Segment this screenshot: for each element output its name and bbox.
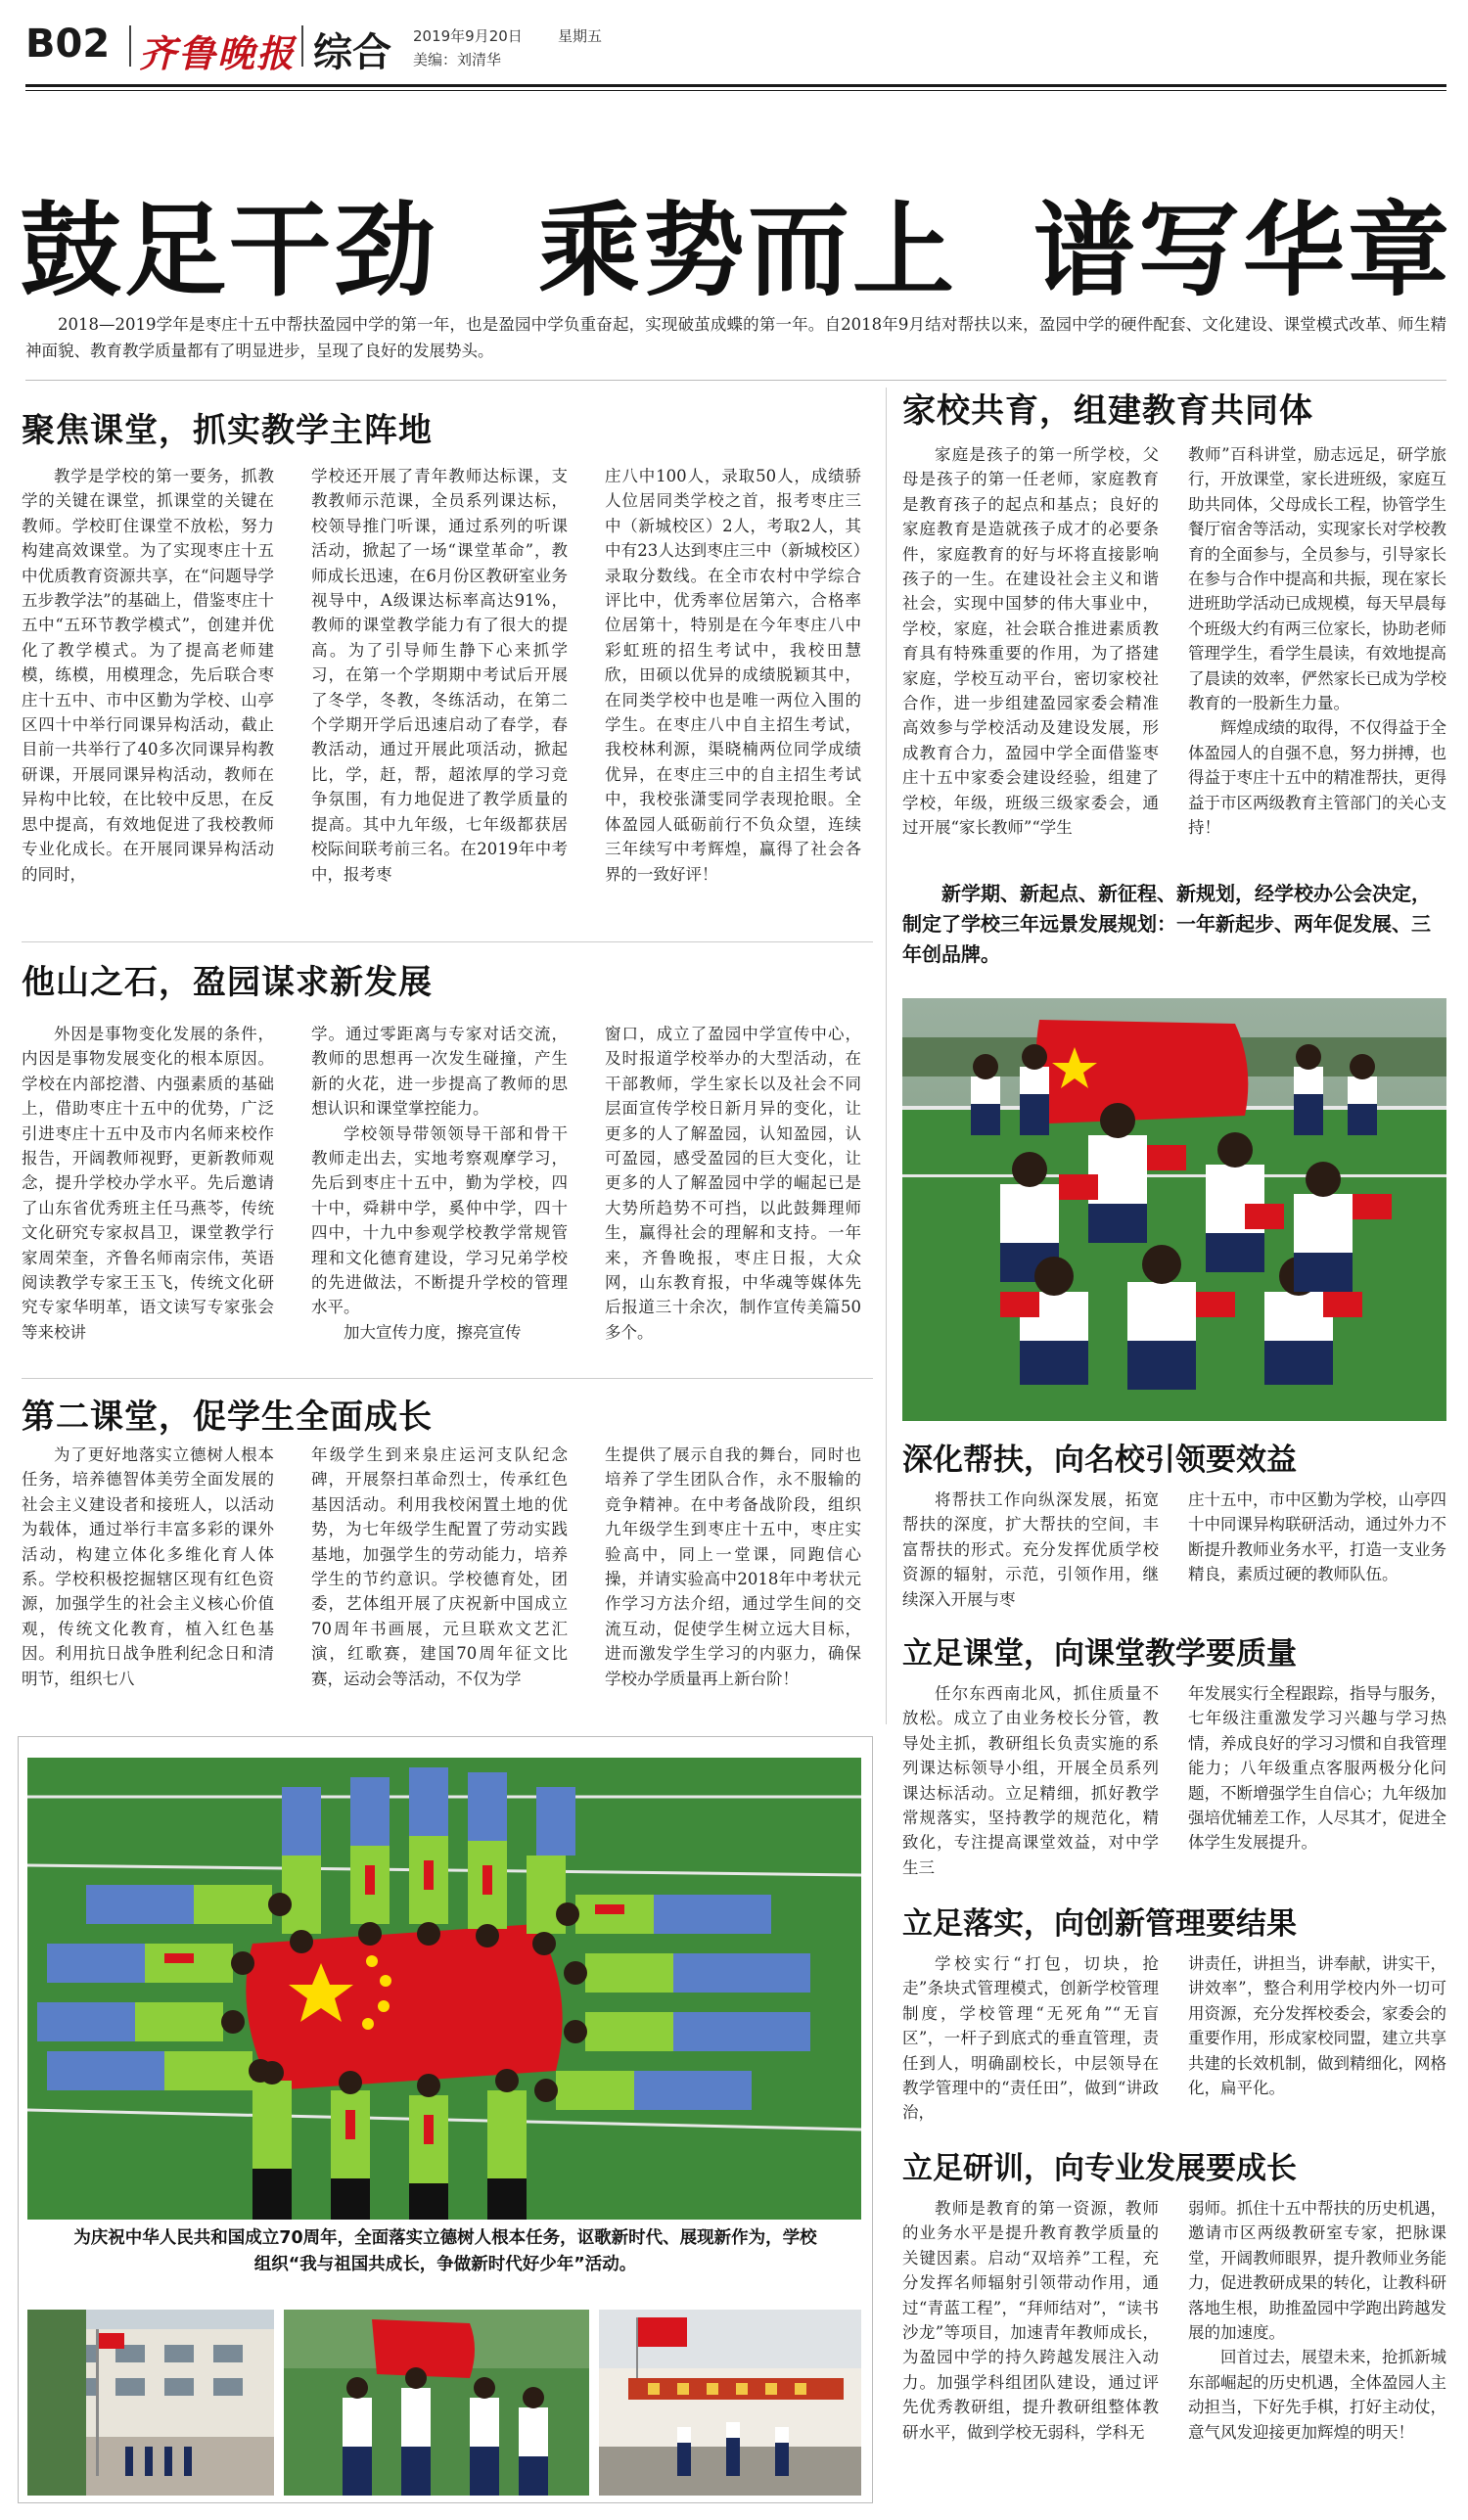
article-7-text: 学校实行“打包，切块，抢走”条块式管理模式，创新学校管理制度，学校管理“无死角”“无盲区”，一杆子到底式的垂直管理，责任到人，明确副校长，中层领导在教学管理中的“责任田”，做到“讲政治， bbox=[902, 1954, 1159, 2123]
article-6-col-2 bbox=[1188, 1681, 1446, 1889]
article-8-text: 教师是教育的第一资源，教师的业务水平是提升教育教学质量的关键因素。启动“双培养”工程，充分发挥名师辐射引领带动作用，通过“青蓝工程”，“拜师结对”，“读书沙龙”等项目，加速青年教师成长，为盈园中学的持久跨越发展注入动力。加强学科组团队建设，通过评先优秀教研组，提升教研组整体教研水平，做到学校无弱科，学科无 bbox=[902, 2199, 1159, 2442]
article-5-text: 庄十五中，市中区勤为学校，山亭四十中同课异构联研活动，通过外力不断提升教师业务水平，打造一支业务精良，素质过硬的教师队伍。 bbox=[1188, 1490, 1446, 1584]
article-4-text: 教师”百科讲堂，励志远足，研学旅行，开放课堂，家长进班级，家庭互助共同体，父母成长工程，协管学生餐厅宿舍等活动，实现家长对学校教育的全面参与，全员参与，引导家长在参与合作中提高和共振，现在家长进班助学活动已成规模，每天早晨每个班级大约有两三位家长，协助老师管理学生，看学生晨读，有效地提高了晨读的效率，俨然家长已成为学校教育的一股新生力量。 bbox=[1188, 445, 1446, 713]
paper-logo: 齐鲁晚报 bbox=[139, 31, 297, 75]
page-code: B02 bbox=[25, 22, 111, 67]
article-1-col-3 bbox=[605, 464, 861, 928]
article-6-col-1 bbox=[902, 1681, 1159, 1889]
article-7-title: 立足落实，向创新管理要结果 bbox=[902, 1906, 1297, 1942]
article-2-text: 窗口，成立了盈园中学宣传中心，及时报道学校举办的大型活动，在干部教师，学生家长以及社会不同层面宣传学校日新月异的变化，让更多的人了解盈园，认知盈园，认可盈园，感受盈园的巨大变化，让更多的人了解盈园中学的崛起已是大势所趋势不可挡，以此鼓舞理师生，赢得社会的理解和支持。一年来，齐鲁晚报，枣庄日报，大众网，山东教育报，中华魂等媒体先后报道三十余次，制作宣传美篇50多个。 bbox=[605, 1025, 861, 1342]
masthead-rule bbox=[25, 90, 1446, 91]
right-photo-caption bbox=[902, 879, 1446, 970]
masthead-rule bbox=[25, 84, 1446, 87]
article-7-text: 讲责任，讲担当，讲奉献，讲实干，讲效率”，整合利用学校内外一切可用资源，充分发挥校委会，家委会的重要作用，形成家校同盟，建立共享共建的长效机制，做到精细化，网格化，扁平化。 bbox=[1188, 1954, 1446, 2098]
article-5-title: 深化帮扶，向名校引领要效益 bbox=[902, 1443, 1297, 1478]
article-1-text: 教学是学校的第一要务，抓教学的关键在课堂，抓课堂的关键在教师。学校盯住课堂不放松，努力构建高效课堂。为了实现枣庄十五中优质教育资源共享，在“问题导学五步教学法”的基础上，借鉴枣庄十五中“五环节教学模式”，创建并优化了教学模式。为了提高老师建模，练模，用模理念，先后联合枣庄十五中、市中区勤为学校、山亭区四十中举行同课异构活动，截止目前一共举行了40多次同课异构教研课，开展同课异构活动，教师在异构中比较，在比较中反思，在反思中提高，有效地促进了我校教师专业化成长。在开展同课异构活动的同时， bbox=[22, 467, 274, 884]
article-4-title: 家校共育，组建教育共同体 bbox=[902, 391, 1313, 431]
article-1-col-2 bbox=[311, 464, 568, 928]
article-2-col-2 bbox=[311, 1022, 568, 1386]
article-3-col-1 bbox=[22, 1443, 274, 1718]
article-8-title: 立足研训，向专业发展要成长 bbox=[902, 2151, 1297, 2186]
article-2-text: 学校领导带领领导干部和骨干教师走出去，实地考察观摩学习，先后到枣庄十五中，勤为学校，四十中，舜耕中学，奚仲中学，四十四中，十九中参观学校教学常规管理和文化德育建设，学习兄弟学校的先进做法，不断提升学校的管理水平。 bbox=[311, 1123, 568, 1317]
article-4-text: 辉煌成绩的取得，不仅得益于全体盈园人的自强不息，努力拼搏，也得益于枣庄十五中的精准帮扶，更得益于市区两级教育主管部门的关心支持！ bbox=[1188, 718, 1446, 838]
article-1-text: 学校还开展了青年教师达标课，支教教师示范课，全员系列课达标，校领导推门听课，通过系列的听课活动，掀起了一场“课堂革命”，教师成长迅速，在6月份区教研室业务视导中，A级课达标率高达91%，教师的课堂教学能力有了很大的提高。为了引导师生静下心来抓学习，在第一个学期期中考试后开展了冬学，冬教，冬练活动，在第二个学期开学后迅速启动了春学，春教活动，通过开展此项活动，掀起比，学，赶，帮，超浓厚的学习竞争氛围，有力地促进了教学质量的提高。其中九年级，七年级都获居校际间联考前三名。在2019年中考中，报考枣 bbox=[311, 467, 568, 884]
headline-part-1: 鼓足干劲 bbox=[20, 191, 439, 310]
article-1-col-1 bbox=[22, 464, 274, 928]
article-7-col-1 bbox=[902, 1951, 1159, 2139]
article-2-text: 学。通过零距离与专家对话交流，教师的思想再一次发生碰撞，产生新的火花，进一步提高了教师的思想认识和课堂掌控能力。 bbox=[311, 1025, 568, 1119]
article-6-title: 立足课堂，向课堂教学要质量 bbox=[902, 1636, 1297, 1672]
article-2-col-1 bbox=[22, 1022, 274, 1386]
flag-circle-photo bbox=[27, 1758, 861, 2220]
students-flags-photo bbox=[902, 998, 1446, 1421]
article-5-text: 将帮扶工作向纵深发展，拓宽帮扶的深度，扩大帮扶的空间，丰富帮扶的形式。充分发挥优质学校资源的辐射，示范，引领作用，继续深入开展与枣 bbox=[902, 1490, 1159, 1609]
article-2-title: 他山之石，盈园谋求新发展 bbox=[22, 963, 433, 1002]
masthead bbox=[25, 18, 1446, 80]
article-8-col-1 bbox=[902, 2196, 1159, 2503]
article-divider bbox=[22, 941, 873, 942]
editor-credit: 美编：刘清华 bbox=[413, 51, 502, 69]
masthead-divider bbox=[129, 25, 131, 67]
article-8-text: 弱师。抓住十五中帮扶的历史机遇，邀请市区两级教研室专家，把脉课堂，开阔教师眼界，提升教师业务能力，促进教研成果的转化，让教科研落地生根，助推盈园中学跑出跨越发展的加速度。 bbox=[1188, 2199, 1446, 2343]
article-6-text: 任尔东西南北风，抓住质量不放松。成立了由业务校长分管，教导处主抓，教研组长负责实施的系列课达标领导小组，开展全员系列课达标活动。立足精细，抓好教学常规落实，坚持教学的规范化，精致化，专注提高课堂效益，对中学生三 bbox=[902, 1684, 1159, 1877]
issue-date: 2019年9月20日 bbox=[413, 27, 523, 45]
article-8-text: 回首过去，展望未来，抢抓新城东部崛起的历史机遇，全体盈园人主动担当，下好先手棋，打好主动仗，意气风发迎接更加辉煌的明天！ bbox=[1188, 2348, 1446, 2442]
article-2-col-3 bbox=[605, 1022, 861, 1386]
students-flag-photo bbox=[284, 2310, 589, 2496]
article-2-text: 外因是事物变化发展的条件，内因是事物发展变化的根本原因。学校在内部挖潜、内强素质的基础上，借助枣庄十五中的优势，广泛引进枣庄十五中及市内名师来校作报告，开阔教师视野，更新教师观念，提升学校办学水平。先后邀请了山东省优秀班主任马燕苓，传统文化研究专家叔昌卫，课堂教学行家周荣奎，齐鲁名师南宗伟，英语阅读教学专家王玉飞，传统文化研究专家华明革，语文读写专家张会等来校讲 bbox=[22, 1025, 274, 1342]
headline-part-2: 乘势而上 bbox=[538, 191, 958, 310]
article-divider bbox=[22, 1378, 873, 1379]
article-3-text: 生提供了展示自我的舞台，同时也培养了学生团队合作，永不服输的竞争精神。在中考备战阶段，组织九年级学生到枣庄十五中，枣庄实验高中，同上一堂课，同跑信心操，并请实验高中2018年中考状元作学习方法介绍，通过学生间的交流互动，促使学生树立远大目标，进而激发学生学习的内驱力，确保学校办学质量再上新台阶！ bbox=[605, 1445, 861, 1688]
column-divider bbox=[886, 388, 887, 1724]
lead-divider bbox=[25, 380, 1446, 381]
main-headline bbox=[20, 168, 1453, 310]
lead-paragraph: 2018—2019学年是枣庄十五中帮扶盈园中学的第一年，也是盈园中学负重奋起，实现破茧成蝶的第一年。自2018年9月结对帮扶以来，盈园中学的硬件配套、文化建设、课堂模式改革、师生精神面貌、教育教学质量都有了明显进步，呈现了良好的发展势头。 bbox=[25, 315, 1446, 360]
article-3-col-2 bbox=[311, 1443, 568, 1718]
article-2-text: 加大宣传力度，擦亮宣传 bbox=[344, 1322, 522, 1342]
article-5-col-2 bbox=[1188, 1488, 1446, 1619]
article-4-text: 家庭是孩子的第一所学校，父母是孩子的第一任老师，家庭教育是教育孩子的起点和基点；良好的家庭教育是造就孩子成才的必要条件，家庭教育的好与坏将直接影响孩子的一生。在建设社会主义和谐社会，实现中国梦的伟大事业中，学校，家庭，社会联合推进素质教育具有特殊重要的作用，为了搭建家庭，学校互动平台，密切家校社合作，进一步组建盈园家委会精准高效参与学校活动及建设发展，形成教育合力，盈园中学全面借鉴枣庄十五中家委会建设经验，组建了学校，年级，班级三级家委会，通过开展“家长教师”“学生 bbox=[902, 445, 1159, 838]
headline-part-3: 谱写华章 bbox=[1033, 191, 1453, 310]
flag-raising-photo bbox=[27, 2310, 274, 2496]
article-3-col-3 bbox=[605, 1443, 861, 1718]
section-name: 综合 bbox=[313, 30, 391, 75]
bottom-photo-caption: 为庆祝中华人民共和国成立70周年，全面落实立德树人根本任务，讴歌新时代、展现新作为，学校组织“我与祖国共成长，争做新时代好少年”活动。 bbox=[73, 2228, 817, 2274]
article-1-text: 庄八中100人，录取50人，成绩骄人位居同类学校之首，报考枣庄三中（新城校区）2人，考取2人，其中有23人达到枣庄三中（新城校区）录取分数线。在全市农村中学综合评比中，优秀率位居第六，合格率位居第十，特别是在今年枣庄八中彩虹班的招生考试中，我校田慧欣，田硕以优异的成绩脱颖其中，在同类学校中也是唯一两位入围的学生。在枣庄八中自主招生考试，我校林利源，渠晓楠两位同学成绩优异，在枣庄三中的自主招生考试中，我校张潇雯同学表现抢眼。全体盈园人砥砺前行不负众望，连续三年续写中考辉煌，赢得了社会各界的一致好评！ bbox=[605, 467, 861, 884]
article-5-col-1 bbox=[902, 1488, 1159, 1619]
article-6-text: 年发展实行全程跟踪，指导与服务，七年级注重激发学习兴趣与学习热情，养成良好的学习习惯和自我管理能力；八年级重点客服两极分化问题，不断增强学生自信心；九年级加强培优辅差工作，人尽其才，促进全体学生发展提升。 bbox=[1188, 1684, 1446, 1853]
school-gate-photo bbox=[599, 2310, 861, 2496]
article-4-col-1 bbox=[902, 442, 1159, 865]
article-8-col-2 bbox=[1188, 2196, 1446, 2503]
article-3-title: 第二课堂，促学生全面成长 bbox=[22, 1397, 433, 1437]
article-7-col-2 bbox=[1188, 1951, 1446, 2139]
right-caption-text: 新学期、新起点、新征程、新规划，经学校办公会决定，制定了学校三年远景发展规划：一年新起步、两年促发展、三年创品牌。 bbox=[902, 882, 1431, 966]
article-3-text: 为了更好地落实立德树人根本任务，培养德智体美劳全面发展的社会主义建设者和接班人，以活动为载体，通过举行丰富多彩的课外活动，构建立体化多维化育人体系。学校积极挖掘辖区现有红色资源，加强学生的社会主义核心价值观，传统文化教育，植入红色基因。利用抗日战争胜利纪念日和清明节，组织七八 bbox=[22, 1445, 274, 1688]
masthead-divider bbox=[301, 25, 303, 67]
article-4-col-2 bbox=[1188, 442, 1446, 865]
article-3-text: 年级学生到来泉庄运河支队纪念碑，开展祭扫革命烈士，传承红色基因活动。利用我校闲置土地的优势，为七年级学生配置了劳动实践基地，加强学生的劳动能力，培养学生的节约意识。学校德育处，团委，艺体组开展了庆祝新中国成立70周年书画展，元旦联欢文艺汇演，红歌赛，建国70周年征文比赛，运动会等活动，不仅为学 bbox=[311, 1445, 568, 1688]
article-1-title: 聚焦课堂，抓实教学主阵地 bbox=[22, 411, 433, 450]
issue-weekday: 星期五 bbox=[558, 27, 603, 45]
